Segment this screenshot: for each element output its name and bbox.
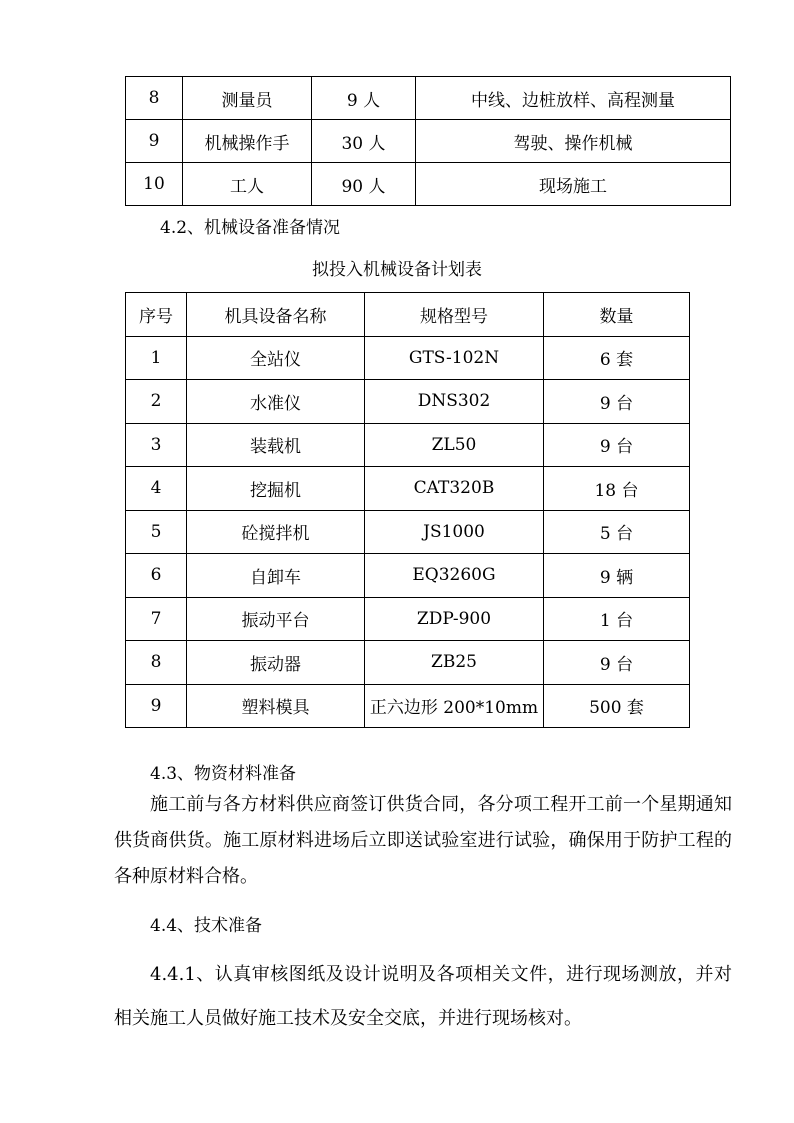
staff-count-cell: 30 人 (312, 120, 416, 163)
equip-name-cell: 塑料模具 (187, 684, 365, 728)
table-row (126, 597, 690, 641)
section-4-4-heading: 4.4、技术准备 (150, 916, 263, 936)
table-row (126, 641, 690, 685)
header-quantity: 数量 (544, 293, 690, 337)
table-header-row (126, 293, 690, 337)
staff-count-cell: 90 人 (312, 163, 416, 206)
table-row (126, 336, 690, 380)
header-equipment-name: 机具设备名称 (187, 293, 365, 337)
equip-index-cell: 6 (126, 554, 187, 598)
equip-name-cell: 挖掘机 (187, 467, 365, 511)
header-model: 规格型号 (365, 293, 544, 337)
section-4-3-heading: 4.3、物资材料准备 (150, 764, 297, 784)
staff-count-cell: 9 人 (312, 77, 416, 120)
equip-quantity-cell: 9 辆 (544, 554, 690, 598)
equip-index-cell: 7 (126, 597, 187, 641)
equip-index-cell: 2 (126, 380, 187, 424)
header-index: 序号 (126, 293, 187, 337)
equip-model-cell: DNS302 (365, 380, 544, 424)
equip-index-cell: 8 (126, 641, 187, 685)
equip-name-cell: 全站仪 (187, 336, 365, 380)
equip-quantity-cell: 9 台 (544, 380, 690, 424)
equip-model-cell: CAT320B (365, 467, 544, 511)
equip-name-cell: 装载机 (187, 423, 365, 467)
equipment-table (125, 292, 690, 728)
equip-name-cell: 砼搅拌机 (187, 510, 365, 554)
equip-index-cell: 9 (126, 684, 187, 728)
equip-index-cell: 1 (126, 336, 187, 380)
equip-quantity-cell: 5 台 (544, 510, 690, 554)
staff-index-cell: 10 (126, 163, 183, 206)
table-row (126, 77, 731, 120)
equip-quantity-cell: 500 套 (544, 684, 690, 728)
staff-duty-cell: 中线、边桩放样、高程测量 (416, 77, 731, 120)
section-4-4-paragraph: 4.4.1、认真审核图纸及设计说明及各项相关文件，进行现场测放，并对相关施工人员做好施工技术及安全交底，并进行现场核对。 (114, 964, 732, 1029)
equip-index-cell: 3 (126, 423, 187, 467)
equip-model-cell: ZL50 (365, 423, 544, 467)
equip-model-cell: ZB25 (365, 641, 544, 685)
equip-quantity-cell: 9 台 (544, 641, 690, 685)
table-row (126, 554, 690, 598)
staff-index-cell: 9 (126, 120, 183, 163)
section-4-2-heading: 4.2、机械设备准备情况 (160, 218, 341, 238)
table-row (126, 423, 690, 467)
staff-index-cell: 8 (126, 77, 183, 120)
equip-quantity-cell: 6 套 (544, 336, 690, 380)
equip-name-cell: 自卸车 (187, 554, 365, 598)
staff-duty-cell: 现场施工 (416, 163, 731, 206)
equip-model-cell: EQ3260G (365, 554, 544, 598)
equip-model-cell: JS1000 (365, 510, 544, 554)
staff-role-cell: 机械操作手 (183, 120, 312, 163)
equip-name-cell: 振动平台 (187, 597, 365, 641)
equip-model-cell: GTS-102N (365, 336, 544, 380)
equip-name-cell: 振动器 (187, 641, 365, 685)
section-4-3-paragraph: 施工前与各方材料供应商签订供货合同，各分项工程开工前一个星期通知供货商供货。施工原材料进场后立即送试验室进行试验，确保用于防护工程的各种原材料合格。 (114, 794, 732, 887)
equip-index-cell: 5 (126, 510, 187, 554)
staff-role-cell: 工人 (183, 163, 312, 206)
table-row (126, 467, 690, 511)
table-row (126, 163, 731, 206)
staff-duty-cell: 驾驶、操作机械 (416, 120, 731, 163)
staff-table (125, 76, 731, 206)
table-row (126, 120, 731, 163)
equip-quantity-cell: 18 台 (544, 467, 690, 511)
equip-model-cell: 正六边形 200*10mm (365, 684, 544, 728)
equip-index-cell: 4 (126, 467, 187, 511)
table-row (126, 684, 690, 728)
table-row (126, 380, 690, 424)
equip-quantity-cell: 1 台 (544, 597, 690, 641)
equipment-table-title: 拟投入机械设备计划表 (312, 260, 482, 280)
equip-name-cell: 水准仪 (187, 380, 365, 424)
staff-role-cell: 测量员 (183, 77, 312, 120)
equip-model-cell: ZDP-900 (365, 597, 544, 641)
equip-quantity-cell: 9 台 (544, 423, 690, 467)
table-row (126, 510, 690, 554)
